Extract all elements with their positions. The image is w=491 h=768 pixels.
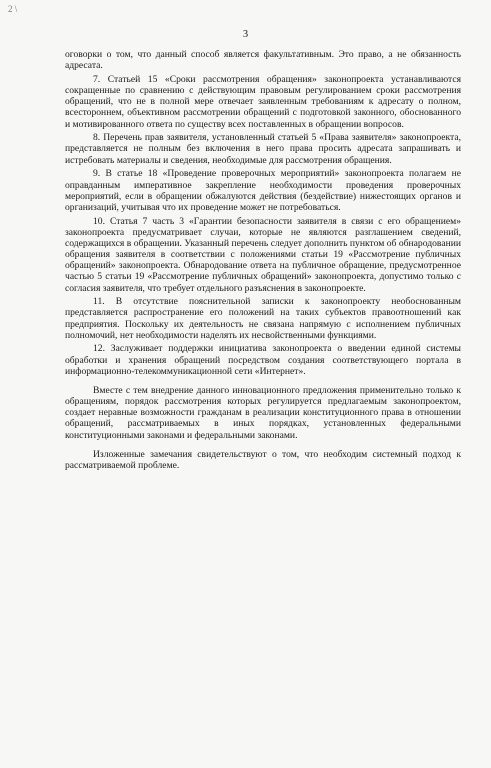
scan-corner-mark: 2 \ [8, 4, 18, 14]
paragraph-conclusion: Изложенные замечания свидетельствуют о том, что необходим системный подход к рассматриваемой проблеме. [65, 448, 461, 471]
document-body [65, 49, 461, 474]
paragraph-item-11: 11. В отсутствие пояснительной записки к законопроекту необоснованным представляется распространение его положений на таких субъектов правоотношений как предприятия. Поскольку их деятельность не связана напрямую с исполнением публичных полномочий, нет необходимости наделять их несвойственными функциями. [65, 296, 461, 341]
paragraph-item-9: 9. В статье 18 «Проведение проверочных мероприятий» законопроекта полагаем не оправданным императивное закрепление необходимости проведения проверочных мероприятий, если в обращении обжалуются действия (бездействие) нижестоящих органов и организаций, учитывая что их проведение может не потребоваться. [65, 168, 461, 213]
paragraph-however: Вместе с тем внедрение данного инновационного предложения применительно только к обращениям, порядок рассмотрения которых регулируется предлагаемым законопроектом, создает неравные возможности гражданам в реализации конституционного права в отношении обращений, рассматриваемых в иных порядках, установленных федеральными конституционными законами и федеральными законами. [65, 384, 461, 441]
page-number: 3 [242, 29, 249, 40]
paragraph-item-7: 7. Статьей 15 «Сроки рассмотрения обращения» законопроекта устанавливаются сокращенные по сравнению с действующим правовым регулированием сроки рассмотрения обращений, что не в полной мере отвечает заявленным требованиям к адресату о полном, всестороннем, объективном рассмотрении обращений с подготовкой законного, обоснованного и мотивированного ответа по существу всех поставленных в обращении вопросов. [65, 73, 461, 130]
paragraph-item-10: 10. Статья 7 часть 3 «Гарантии безопасности заявителя в связи с его обращением» законопроекта предусматривает случаи, которые не являются разглашением сведений, содержащихся в обращении. Указанный перечень следует дополнить пунктом об обнародовании обращения заявителя в соответствии с положениями статьи 19 «Рассмотрение публичных обращений» законопроекта. Обнародование ответа на публичное обращение, предусмотренное частью 5 статьи 19 «Рассмотрение публичных обращений» законопроекта, допустимо только с согласия заявителя, что требует отдельного разъяснения в законопроекте. [65, 215, 461, 294]
paragraph-item-12: 12. Заслуживает поддержки инициатива законопроекта о введении единой системы обработки и хранения обращений посредством создания соответствующего портала в информационно-телекоммуникационной сети «Интернет». [65, 343, 461, 377]
paragraph-item-8: 8. Перечень прав заявителя, установленный статьей 5 «Права заявителя» законопроекта, представляется не полным без включения в него права просить адресата запрашивать и истребовать материалы и сведения, необходимые для рассмотрения обращения. [65, 132, 461, 166]
paragraph-continuation: оговорки о том, что данный способ является факультативным. Это право, а не обязанность адресата. [65, 49, 461, 72]
